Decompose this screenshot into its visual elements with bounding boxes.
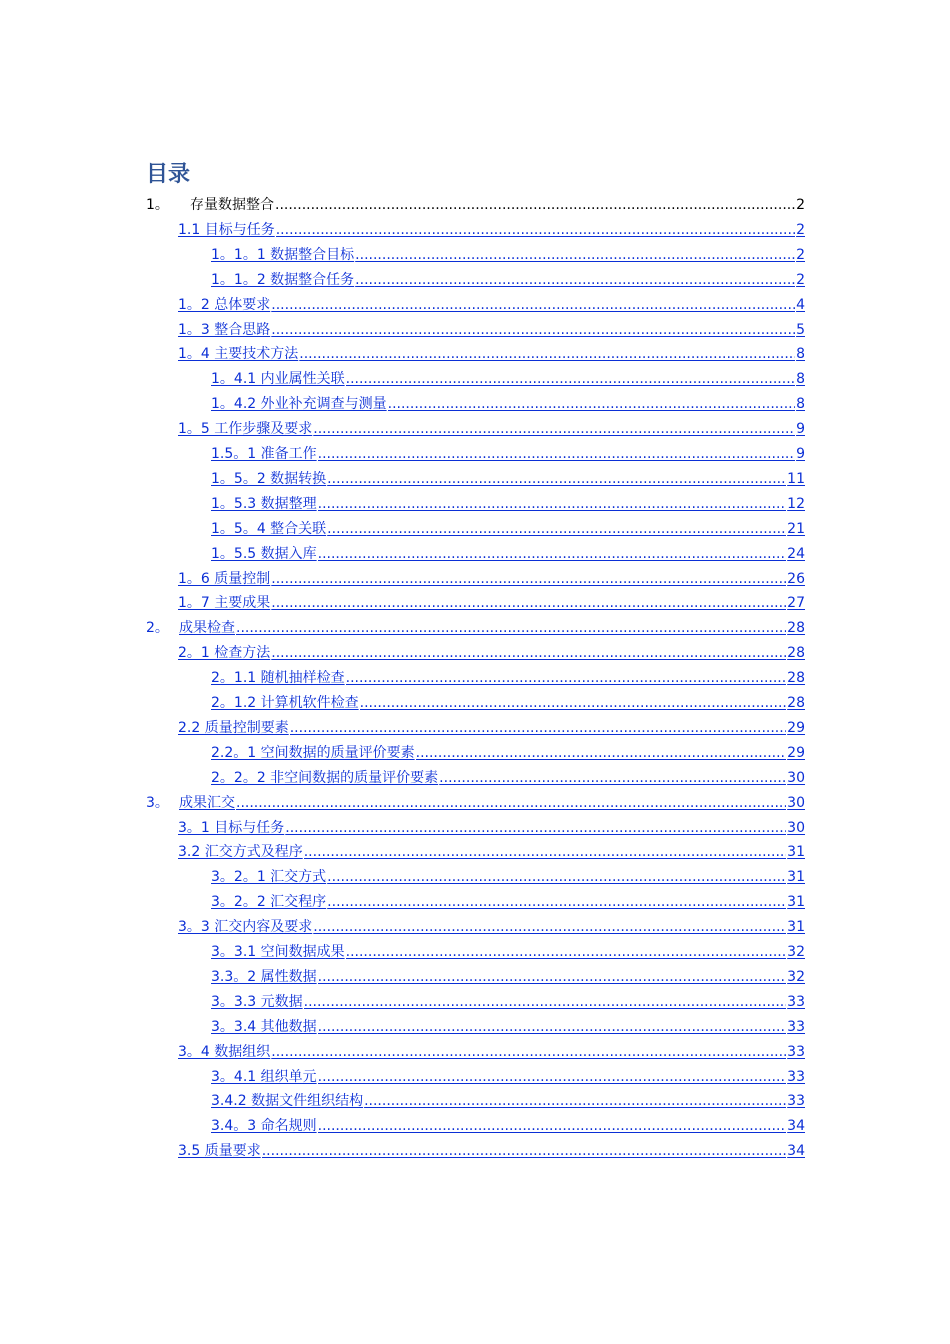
toc-page-number: 30 bbox=[787, 794, 805, 811]
toc-page-number: 8 bbox=[796, 396, 805, 413]
toc-entry-text: 1。6 质量控制 bbox=[178, 570, 271, 587]
toc-entry-label bbox=[211, 943, 345, 961]
toc-entry-label bbox=[178, 918, 312, 936]
toc-entry-text: 1.1 目标与任务 bbox=[178, 221, 275, 238]
toc-dot-leader bbox=[327, 470, 786, 488]
toc-entry[interactable] bbox=[211, 962, 805, 986]
toc-entry-text: 3.2 汇交方式及程序 bbox=[178, 844, 303, 861]
toc-page-number: 11 bbox=[787, 470, 805, 487]
toc-entry-text: 3。4.1 组织单元 bbox=[211, 1068, 317, 1085]
toc-entry[interactable] bbox=[211, 1062, 805, 1086]
toc-page-number: 32 bbox=[787, 968, 805, 985]
toc-dot-leader bbox=[439, 769, 786, 787]
toc-entry-text: 3。2。2 汇交程序 bbox=[211, 894, 327, 911]
toc-dot-leader bbox=[313, 918, 786, 936]
toc-page-number: 31 bbox=[787, 919, 805, 936]
toc-entry-text: 3。3.3 元数据 bbox=[211, 993, 303, 1010]
toc-dot-leader bbox=[285, 819, 786, 837]
toc-entry[interactable] bbox=[211, 738, 805, 762]
toc-entry-label bbox=[211, 1068, 317, 1086]
toc-entry-text: 3。3 汇交内容及要求 bbox=[178, 919, 313, 936]
toc-page-number: 33 bbox=[787, 1093, 805, 1110]
toc-entry[interactable] bbox=[178, 290, 805, 314]
toc-entry-text: 1。3 整合思路 bbox=[178, 321, 271, 338]
toc-entry-text: 1。4.2 外业补充调查与测量 bbox=[211, 396, 387, 413]
toc-page-number: 28 bbox=[787, 620, 805, 637]
toc-entry[interactable] bbox=[178, 414, 805, 438]
toc-entry[interactable] bbox=[211, 887, 805, 911]
toc-dot-leader bbox=[346, 669, 787, 687]
toc-entry-label bbox=[211, 246, 354, 264]
toc-page-number: 33 bbox=[787, 1043, 805, 1060]
toc-dot-leader bbox=[364, 1092, 786, 1110]
toc-page-number: 34 bbox=[787, 1118, 805, 1135]
toc-entry-label bbox=[146, 619, 235, 637]
toc-entry[interactable] bbox=[211, 763, 805, 787]
toc-dot-leader bbox=[355, 246, 795, 264]
toc-entry-text: 3。3.1 空间数据成果 bbox=[211, 944, 345, 960]
toc-entry-label bbox=[178, 594, 270, 612]
toc-page-number: 27 bbox=[787, 595, 805, 612]
toc-page-number: 28 bbox=[787, 695, 805, 711]
toc-entry[interactable] bbox=[211, 688, 805, 712]
toc-page-number: 31 bbox=[787, 894, 805, 911]
toc-entry[interactable] bbox=[178, 713, 805, 737]
toc-entry-label bbox=[178, 1043, 270, 1061]
toc-entry-text: 3.3。2 属性数据 bbox=[211, 968, 317, 985]
toc-entry-label bbox=[178, 345, 298, 363]
toc-page-number: 32 bbox=[787, 944, 805, 960]
toc-entry[interactable] bbox=[178, 837, 805, 861]
toc-dot-leader bbox=[271, 321, 795, 339]
toc-entry-text: 1。1。1 数据整合目标 bbox=[211, 246, 355, 263]
toc-entry-label bbox=[178, 420, 312, 438]
toc-entry-text: 2。1.1 随机抽样检查 bbox=[211, 670, 345, 687]
toc-page-number: 28 bbox=[787, 645, 805, 662]
toc-page-number: 5 bbox=[796, 321, 805, 338]
toc-page-number: 28 bbox=[787, 670, 805, 687]
toc-dot-leader bbox=[318, 1068, 787, 1086]
toc-dot-leader bbox=[346, 370, 795, 388]
toc-dot-leader bbox=[271, 570, 786, 588]
toc-entry-text: 存量数据整合 bbox=[190, 197, 274, 213]
toc-dot-leader bbox=[299, 345, 795, 363]
toc-entry-label bbox=[211, 968, 317, 986]
toc-page-number: 29 bbox=[787, 719, 805, 736]
toc-entry-label bbox=[211, 868, 326, 886]
toc-dot-leader bbox=[318, 545, 787, 563]
toc-dot-leader bbox=[276, 221, 795, 239]
toc-page-number: 2 bbox=[796, 246, 805, 263]
toc-dot-leader bbox=[271, 644, 786, 662]
toc-page-number: 31 bbox=[787, 844, 805, 861]
toc-entry-text: 2。1 检查方法 bbox=[178, 645, 271, 662]
toc-page-number: 9 bbox=[796, 421, 805, 438]
toc-entry[interactable] bbox=[211, 987, 805, 1011]
toc-entry-label bbox=[211, 395, 387, 413]
toc-entry[interactable] bbox=[178, 1136, 805, 1160]
toc-entry-label bbox=[146, 794, 235, 812]
toc-entry-text: 3。2。1 汇交方式 bbox=[211, 869, 327, 886]
toc-entry[interactable] bbox=[178, 564, 805, 588]
toc-entry[interactable] bbox=[178, 339, 805, 363]
toc-entry-label bbox=[211, 993, 303, 1011]
toc-page-number: 30 bbox=[787, 769, 805, 786]
toc-entry-text: 1。5。4 整合关联 bbox=[211, 520, 327, 537]
toc-entry[interactable] bbox=[178, 315, 805, 339]
toc-entry-text: 成果汇交 bbox=[179, 794, 235, 811]
toc-entry-text: 2。2。2 非空间数据的质量评价要素 bbox=[211, 769, 439, 786]
toc-entry-label bbox=[211, 744, 415, 762]
toc-dot-leader bbox=[327, 893, 786, 911]
toc-entry-text: 3.4.2 数据文件组织结构 bbox=[211, 1093, 364, 1110]
toc-entry-label bbox=[211, 1092, 363, 1110]
toc-page-number: 24 bbox=[787, 545, 805, 562]
toc-page-number: 8 bbox=[796, 346, 805, 363]
toc-entry-label bbox=[211, 769, 438, 787]
toc-entry-text: 1。5.3 数据整理 bbox=[211, 495, 317, 512]
toc-entry[interactable] bbox=[178, 638, 805, 662]
toc-dot-leader bbox=[262, 1142, 786, 1160]
toc-page-number: 33 bbox=[787, 993, 805, 1010]
toc-entry[interactable] bbox=[211, 862, 805, 886]
toc-entry-label bbox=[211, 893, 326, 911]
toc-dot-leader bbox=[236, 619, 786, 637]
toc-entry-label bbox=[211, 520, 326, 538]
toc-entry-number: 2。 bbox=[146, 620, 169, 637]
toc-entry[interactable] bbox=[178, 912, 805, 936]
toc-dot-leader bbox=[318, 495, 787, 513]
toc-page-number: 21 bbox=[787, 520, 805, 537]
toc-page-number: 8 bbox=[796, 371, 805, 388]
toc-page-number: 26 bbox=[787, 570, 805, 587]
toc-entry[interactable] bbox=[146, 788, 805, 812]
toc-dot-leader bbox=[355, 271, 795, 289]
toc-page-number: 31 bbox=[787, 869, 805, 886]
toc-entry-text: 2。1.2 计算机软件检查 bbox=[211, 695, 359, 711]
toc-dot-leader bbox=[327, 868, 786, 886]
toc-entry[interactable] bbox=[211, 663, 805, 687]
toc-dot-leader bbox=[318, 445, 795, 463]
toc-entry[interactable] bbox=[211, 489, 805, 513]
toc-page-number: 2 bbox=[796, 221, 805, 238]
toc-entry[interactable] bbox=[178, 813, 805, 837]
toc-entry-text: 1。5.5 数据入库 bbox=[211, 545, 317, 562]
toc-entry-text: 1。5 工作步骤及要求 bbox=[178, 421, 313, 438]
toc-entry-text: 成果检查 bbox=[179, 620, 235, 637]
toc-entry-label bbox=[178, 570, 270, 588]
toc-dot-leader bbox=[360, 694, 787, 712]
toc-dot-leader bbox=[271, 594, 786, 612]
toc-entry-text: 2.2 质量控制要素 bbox=[178, 719, 289, 736]
toc-page-number: 34 bbox=[787, 1143, 805, 1160]
toc-entry-text: 1。4 主要技术方法 bbox=[178, 346, 299, 363]
toc-entry-number: 3。 bbox=[146, 794, 169, 811]
toc-dot-leader bbox=[275, 196, 795, 214]
toc-entry[interactable] bbox=[211, 1111, 805, 1135]
toc-entry-label bbox=[211, 1117, 317, 1135]
toc-entry[interactable] bbox=[178, 1037, 805, 1061]
toc-dot-leader bbox=[290, 719, 786, 737]
toc-entry[interactable] bbox=[211, 464, 805, 488]
toc-entry-label bbox=[211, 370, 345, 388]
toc-entry[interactable] bbox=[211, 514, 805, 538]
toc-entry-text: 1。5。2 数据转换 bbox=[211, 470, 327, 487]
toc-entry-label bbox=[211, 271, 354, 289]
toc-page-number: 4 bbox=[796, 296, 805, 313]
toc-entry-label bbox=[178, 719, 289, 737]
toc-entry-label bbox=[211, 545, 317, 563]
toc-entry-label bbox=[178, 221, 275, 239]
toc-dot-leader bbox=[304, 843, 786, 861]
toc-entry-text: 1。7 主要成果 bbox=[178, 595, 271, 612]
toc-dot-leader bbox=[346, 943, 787, 961]
toc-entry-label bbox=[211, 1018, 317, 1036]
toc-dot-leader bbox=[271, 296, 795, 314]
toc-entry-label bbox=[178, 819, 284, 837]
toc-entry-text: 1。1。2 数据整合任务 bbox=[211, 271, 355, 288]
toc-entry-label bbox=[211, 694, 359, 712]
toc-dot-leader bbox=[318, 1117, 787, 1135]
toc-dot-leader bbox=[318, 968, 787, 986]
toc-entry-number: 1。 bbox=[146, 197, 169, 213]
toc-entry[interactable] bbox=[211, 539, 805, 563]
toc-entry-label bbox=[211, 495, 317, 513]
toc-entry[interactable] bbox=[211, 240, 805, 264]
toc-entry-text: 3.4。3 命名规则 bbox=[211, 1118, 317, 1135]
toc-entry-label bbox=[211, 470, 326, 488]
toc-dot-leader bbox=[304, 993, 787, 1011]
toc-entry-text: 1.5。1 准备工作 bbox=[211, 446, 317, 462]
toc-entry[interactable] bbox=[211, 389, 805, 413]
toc-entry-label bbox=[178, 296, 270, 314]
toc-entry-label bbox=[211, 445, 317, 463]
toc-page-number: 9 bbox=[796, 446, 805, 462]
toc-title: 目录 bbox=[146, 162, 191, 187]
toc-page-number: 33 bbox=[787, 1018, 805, 1035]
toc-dot-leader bbox=[416, 744, 787, 762]
toc-entry[interactable] bbox=[211, 364, 805, 388]
toc-entry[interactable] bbox=[211, 1086, 805, 1110]
toc-entry-text: 3。3.4 其他数据 bbox=[211, 1018, 317, 1035]
toc-entry-text: 3.5 质量要求 bbox=[178, 1143, 261, 1160]
toc-entry-label bbox=[146, 196, 274, 214]
toc-entry[interactable] bbox=[211, 937, 805, 961]
toc-dot-leader bbox=[271, 1043, 786, 1061]
toc-entry-label bbox=[178, 843, 303, 861]
toc-entry[interactable] bbox=[178, 215, 805, 239]
toc-dot-leader bbox=[327, 520, 786, 538]
toc-entry-text: 3。1 目标与任务 bbox=[178, 819, 285, 836]
toc-dot-leader bbox=[313, 420, 795, 438]
toc-dot-leader bbox=[388, 395, 795, 413]
toc-page-number: 30 bbox=[787, 819, 805, 836]
toc-page-number: 29 bbox=[787, 744, 805, 761]
toc-entry bbox=[146, 190, 805, 214]
toc-entry[interactable] bbox=[146, 613, 805, 637]
toc-entry-text: 1。2 总体要求 bbox=[178, 296, 271, 313]
toc-entry-label bbox=[178, 321, 270, 339]
toc-dot-leader bbox=[318, 1018, 787, 1036]
toc-entry-label bbox=[211, 669, 345, 687]
toc-dot-leader bbox=[236, 794, 786, 812]
toc-entry-text: 1。4.1 内业属性关联 bbox=[211, 371, 345, 388]
toc-page-number: 12 bbox=[787, 495, 805, 512]
toc-page-number: 2 bbox=[796, 271, 805, 288]
toc-entry-text: 3。4 数据组织 bbox=[178, 1043, 271, 1060]
toc-entry[interactable] bbox=[211, 439, 805, 463]
toc-entry-label bbox=[178, 644, 270, 662]
toc-entry[interactable] bbox=[211, 1012, 805, 1036]
toc-entry-label bbox=[178, 1142, 261, 1160]
toc-entry[interactable] bbox=[211, 265, 805, 289]
toc-page-number: 2 bbox=[796, 197, 805, 213]
toc-page-number: 33 bbox=[787, 1068, 805, 1085]
toc-entry[interactable] bbox=[178, 588, 805, 612]
toc-entry-text: 2.2。1 空间数据的质量评价要素 bbox=[211, 744, 415, 761]
